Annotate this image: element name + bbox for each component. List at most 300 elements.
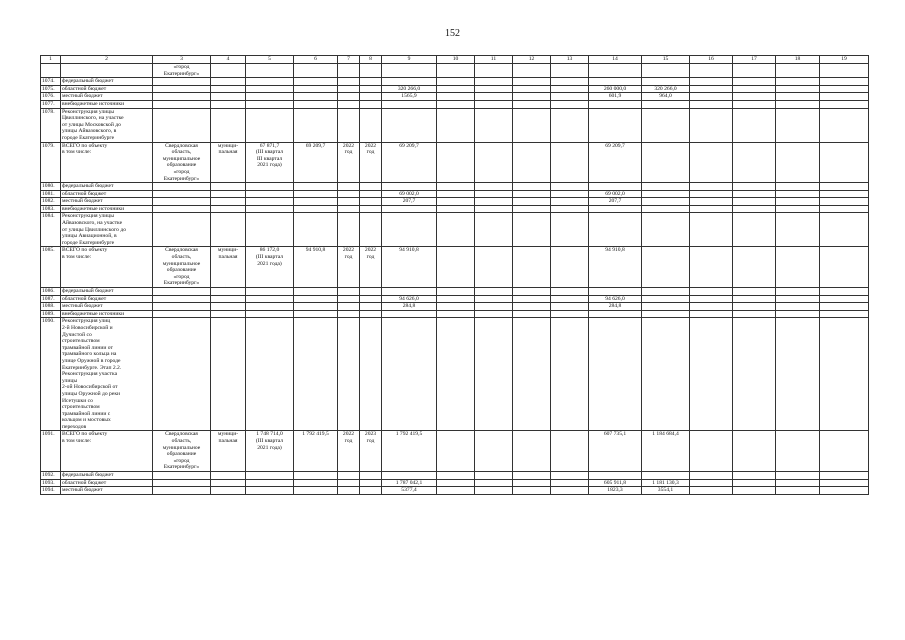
- table-cell: [437, 310, 475, 318]
- table-cell: [437, 247, 475, 288]
- table-cell: [437, 213, 475, 247]
- table-cell: [360, 64, 382, 78]
- table-cell: [513, 247, 551, 288]
- table-cell: [820, 487, 869, 495]
- table-cell: [437, 295, 475, 303]
- table-cell: [820, 431, 869, 472]
- table-cell: [820, 108, 869, 142]
- table-cell: [513, 310, 551, 318]
- table-cell: [642, 310, 690, 318]
- table-cell: [360, 190, 382, 198]
- table-cell: [475, 310, 513, 318]
- table-cell: [690, 108, 733, 142]
- table-cell: 207,7: [589, 198, 642, 206]
- table-cell: 5377,4: [382, 487, 437, 495]
- table-cell: Свердловская область, муниципальное образование «город Екатеринбург»: [153, 431, 211, 472]
- table-cell: [246, 205, 294, 213]
- table-cell: 1823,3: [589, 487, 642, 495]
- table-cell: 207,7: [382, 198, 437, 206]
- table-cell: [360, 295, 382, 303]
- table-header-row: [41, 56, 869, 64]
- column-header: 12: [513, 56, 551, 64]
- table-cell: [294, 108, 338, 142]
- table-cell: 69 002,0: [589, 190, 642, 198]
- table-cell: [338, 472, 360, 480]
- table-cell: [246, 318, 294, 431]
- table-cell: [589, 100, 642, 108]
- table-cell: [475, 295, 513, 303]
- table-row: [41, 183, 869, 191]
- table-cell: [211, 288, 246, 296]
- table-cell: [211, 93, 246, 101]
- table-cell: [338, 318, 360, 431]
- table-cell: [642, 303, 690, 311]
- table-cell: областной бюджет: [61, 295, 153, 303]
- table-cell: [642, 108, 690, 142]
- table-cell: муници- пальная: [211, 142, 246, 183]
- table-cell: [211, 100, 246, 108]
- table-cell: [551, 78, 589, 86]
- table-cell: 1 184 684,4: [642, 431, 690, 472]
- table-row: [41, 295, 869, 303]
- table-cell: [338, 479, 360, 487]
- row-number-cell: 1088.: [41, 303, 61, 311]
- table-cell: [360, 183, 382, 191]
- table-row: [41, 108, 869, 142]
- table-cell: [690, 190, 733, 198]
- row-number-cell: 1079.: [41, 142, 61, 183]
- column-header: 1: [41, 56, 61, 64]
- table-cell: [776, 213, 820, 247]
- table-cell: [382, 64, 437, 78]
- table-cell: [776, 247, 820, 288]
- table-cell: [437, 205, 475, 213]
- table-row: [41, 64, 869, 78]
- table-cell: 1 787 042,1: [382, 479, 437, 487]
- table-cell: [776, 100, 820, 108]
- table-cell: [820, 295, 869, 303]
- table-cell: [153, 108, 211, 142]
- table-cell: [153, 85, 211, 93]
- table-cell: 69 209,7: [382, 142, 437, 183]
- row-number-cell: 1085.: [41, 247, 61, 288]
- table-cell: [551, 213, 589, 247]
- table-cell: [338, 190, 360, 198]
- table-cell: [475, 303, 513, 311]
- table-cell: [642, 78, 690, 86]
- table-cell: 69 209,7: [589, 142, 642, 183]
- table-cell: [338, 198, 360, 206]
- table-cell: [589, 78, 642, 86]
- table-cell: 2022 год: [360, 142, 382, 183]
- table-cell: [513, 100, 551, 108]
- table-cell: [61, 64, 153, 78]
- table-cell: федеральный бюджет: [61, 78, 153, 86]
- table-cell: [513, 85, 551, 93]
- table-cell: [513, 472, 551, 480]
- table-cell: 964,0: [642, 93, 690, 101]
- table-cell: [475, 479, 513, 487]
- table-row: [41, 472, 869, 480]
- table-cell: 2022 год: [360, 247, 382, 288]
- table-cell: [294, 198, 338, 206]
- table-cell: областной бюджет: [61, 85, 153, 93]
- table-cell: [437, 183, 475, 191]
- table-cell: [360, 303, 382, 311]
- table-cell: Реконструкция улицы Айвазовского, на участке от улицы Цвиллинского до улицы Авиационной, в городе Екатеринбурге: [61, 213, 153, 247]
- table-cell: [294, 205, 338, 213]
- table-cell: [551, 190, 589, 198]
- row-number-cell: 1080.: [41, 183, 61, 191]
- table-cell: [733, 303, 776, 311]
- table-cell: [475, 487, 513, 495]
- table-cell: [246, 487, 294, 495]
- table-cell: 320 266,0: [642, 85, 690, 93]
- table-cell: Реконструкция улиц 2-й Новосибирской и Дучистой со строительством трамвайной линии от трамвайного кольца на улице Оружной в городе Екатеринбурге. Этап 2.2. Реконструкция участка улицы 2-ой Новосибирской от улицы Оружной до реки Исетушки со строительством трамвайной линии с кольцом и мостовых переходов: [61, 318, 153, 431]
- table-cell: [776, 108, 820, 142]
- table-cell: [437, 318, 475, 431]
- table-cell: [153, 288, 211, 296]
- table-cell: ВСЕГО по объекту в том числе:: [61, 247, 153, 288]
- table-cell: [776, 190, 820, 198]
- table-cell: 94 910,8: [589, 247, 642, 288]
- table-cell: [820, 310, 869, 318]
- table-cell: [551, 142, 589, 183]
- table-cell: [382, 310, 437, 318]
- table-cell: [513, 288, 551, 296]
- table-cell: [551, 472, 589, 480]
- table-cell: [551, 295, 589, 303]
- table-cell: [513, 190, 551, 198]
- table-cell: [513, 431, 551, 472]
- table-cell: [642, 247, 690, 288]
- column-header: 16: [690, 56, 733, 64]
- table-cell: [513, 198, 551, 206]
- table-cell: 94 910,8: [294, 247, 338, 288]
- row-number-cell: 1075.: [41, 85, 61, 93]
- table-cell: Свердловская область, муниципальное образование «город Екатеринбург»: [153, 247, 211, 288]
- table-cell: [589, 64, 642, 78]
- table-cell: [338, 487, 360, 495]
- table-cell: [153, 472, 211, 480]
- table-cell: 1 792 419,5: [294, 431, 338, 472]
- table-cell: [513, 205, 551, 213]
- table-cell: [437, 85, 475, 93]
- table-cell: [246, 108, 294, 142]
- table-cell: [437, 78, 475, 86]
- table-cell: [513, 487, 551, 495]
- row-number-cell: 1074.: [41, 78, 61, 86]
- table-cell: [211, 487, 246, 495]
- table-cell: [437, 190, 475, 198]
- table-cell: [294, 213, 338, 247]
- table-cell: [211, 78, 246, 86]
- table-cell: [338, 183, 360, 191]
- column-header: 5: [246, 56, 294, 64]
- table-cell: [294, 100, 338, 108]
- table-cell: [820, 85, 869, 93]
- table-cell: [294, 472, 338, 480]
- table-cell: 94 626,0: [589, 295, 642, 303]
- table-cell: [820, 183, 869, 191]
- table-cell: [733, 205, 776, 213]
- table-cell: 2023 год: [360, 431, 382, 472]
- table-cell: местный бюджет: [61, 93, 153, 101]
- table-cell: [733, 142, 776, 183]
- table-cell: местный бюджет: [61, 487, 153, 495]
- table-cell: [551, 310, 589, 318]
- table-cell: [733, 472, 776, 480]
- table-cell: [153, 183, 211, 191]
- table-cell: [642, 100, 690, 108]
- table-cell: [733, 198, 776, 206]
- column-header: 14: [589, 56, 642, 64]
- table-cell: [589, 472, 642, 480]
- table-cell: [776, 205, 820, 213]
- table-cell: 86 172,0 (III квартал 2021 года): [246, 247, 294, 288]
- table-cell: 320 266,0: [382, 85, 437, 93]
- table-cell: [338, 205, 360, 213]
- column-header: 13: [551, 56, 589, 64]
- table-cell: [153, 487, 211, 495]
- table-cell: [733, 318, 776, 431]
- table-row: [41, 479, 869, 487]
- table-cell: [437, 472, 475, 480]
- table-cell: [153, 213, 211, 247]
- table-cell: [776, 78, 820, 86]
- row-number-cell: 1083.: [41, 205, 61, 213]
- table-cell: [733, 108, 776, 142]
- row-number-cell: 1091.: [41, 431, 61, 472]
- table-cell: [733, 295, 776, 303]
- table-cell: [153, 190, 211, 198]
- table-cell: [437, 479, 475, 487]
- table-cell: [551, 85, 589, 93]
- table-cell: [382, 288, 437, 296]
- table-cell: [294, 487, 338, 495]
- table-cell: внебюджетные источники: [61, 310, 153, 318]
- table-cell: [642, 198, 690, 206]
- table-cell: [733, 78, 776, 86]
- table-cell: [360, 479, 382, 487]
- table-cell: [642, 142, 690, 183]
- table-cell: 2022 год: [338, 142, 360, 183]
- table-cell: [382, 108, 437, 142]
- table-cell: [733, 64, 776, 78]
- table-cell: [211, 303, 246, 311]
- table-cell: [360, 213, 382, 247]
- table-cell: [690, 288, 733, 296]
- table-cell: [360, 318, 382, 431]
- table-cell: 94 910,8: [382, 247, 437, 288]
- table-cell: [690, 310, 733, 318]
- table-cell: [820, 142, 869, 183]
- table-cell: [776, 431, 820, 472]
- table-cell: [475, 247, 513, 288]
- table-cell: [642, 295, 690, 303]
- table-cell: [513, 183, 551, 191]
- table-cell: [690, 198, 733, 206]
- table-cell: [294, 295, 338, 303]
- table-cell: [246, 93, 294, 101]
- table-cell: [551, 183, 589, 191]
- row-number-cell: 1090.: [41, 318, 61, 431]
- table-cell: [589, 205, 642, 213]
- table-cell: [360, 205, 382, 213]
- table-cell: [246, 64, 294, 78]
- table-cell: [211, 85, 246, 93]
- table-cell: [513, 318, 551, 431]
- table-cell: 260 000,0: [589, 85, 642, 93]
- table-row: [41, 310, 869, 318]
- table-cell: [246, 479, 294, 487]
- table-cell: [360, 93, 382, 101]
- table-cell: Реконструкция улицы Цвиллинского, на участке от улицы Московской до улицы Айвазовского, в городе Екатеринбурге: [61, 108, 153, 142]
- table-cell: [690, 205, 733, 213]
- table-cell: [338, 310, 360, 318]
- table-cell: [475, 205, 513, 213]
- table-cell: федеральный бюджет: [61, 183, 153, 191]
- table-cell: [589, 108, 642, 142]
- table-cell: [382, 100, 437, 108]
- table-cell: [475, 64, 513, 78]
- table-row: [41, 205, 869, 213]
- table-cell: [551, 100, 589, 108]
- table-cell: [246, 198, 294, 206]
- table-cell: [820, 93, 869, 101]
- table-row: [41, 190, 869, 198]
- table-row: [41, 85, 869, 93]
- table-cell: [820, 190, 869, 198]
- table-cell: [338, 108, 360, 142]
- table-cell: [776, 310, 820, 318]
- table-cell: [437, 198, 475, 206]
- table-cell: [820, 247, 869, 288]
- table-cell: [360, 310, 382, 318]
- table-row: [41, 100, 869, 108]
- table-cell: [437, 431, 475, 472]
- table-cell: [475, 190, 513, 198]
- table-cell: [551, 93, 589, 101]
- table-cell: [382, 213, 437, 247]
- table-cell: [733, 100, 776, 108]
- table-cell: [338, 78, 360, 86]
- table-cell: [294, 93, 338, 101]
- table-cell: муници- пальная: [211, 247, 246, 288]
- table-cell: [294, 190, 338, 198]
- column-header: 17: [733, 56, 776, 64]
- table-cell: [294, 78, 338, 86]
- table-cell: федеральный бюджет: [61, 472, 153, 480]
- column-header: 10: [437, 56, 475, 64]
- table-row: [41, 303, 869, 311]
- table-cell: [338, 85, 360, 93]
- table-cell: [437, 93, 475, 101]
- table-cell: федеральный бюджет: [61, 288, 153, 296]
- table-cell: местный бюджет: [61, 303, 153, 311]
- column-header: 4: [211, 56, 246, 64]
- table-cell: [642, 64, 690, 78]
- table-cell: [820, 472, 869, 480]
- table-cell: [820, 303, 869, 311]
- table-cell: [820, 64, 869, 78]
- table-cell: 94 626,0: [382, 295, 437, 303]
- table-cell: [382, 78, 437, 86]
- table-cell: [382, 472, 437, 480]
- table-cell: [733, 93, 776, 101]
- table-cell: [589, 288, 642, 296]
- table-cell: «город Екатеринбург»: [153, 64, 211, 78]
- table-cell: [211, 213, 246, 247]
- table-cell: муници- пальная: [211, 431, 246, 472]
- table-cell: 1 181 130,3: [642, 479, 690, 487]
- table-cell: [733, 431, 776, 472]
- table-cell: [820, 205, 869, 213]
- table-cell: [551, 198, 589, 206]
- table-cell: [642, 183, 690, 191]
- table-cell: [153, 100, 211, 108]
- table-cell: [513, 213, 551, 247]
- table-row: [41, 288, 869, 296]
- table-cell: 2022 год: [338, 247, 360, 288]
- table-cell: [360, 108, 382, 142]
- row-number-cell: 1084.: [41, 213, 61, 247]
- row-number-cell: [41, 64, 61, 78]
- table-cell: [642, 190, 690, 198]
- table-cell: [733, 190, 776, 198]
- table-cell: [733, 288, 776, 296]
- table-cell: [475, 108, 513, 142]
- table-cell: [246, 85, 294, 93]
- column-header: 18: [776, 56, 820, 64]
- table-cell: [820, 100, 869, 108]
- row-number-cell: 1094.: [41, 487, 61, 495]
- table-cell: ВСЕГО по объекту в том числе:: [61, 142, 153, 183]
- table-cell: 2022 год: [338, 431, 360, 472]
- table-cell: [776, 487, 820, 495]
- row-number-cell: 1089.: [41, 310, 61, 318]
- table-cell: [360, 288, 382, 296]
- table-cell: [294, 479, 338, 487]
- table-cell: [246, 303, 294, 311]
- table-cell: [690, 64, 733, 78]
- table-cell: [820, 288, 869, 296]
- table-cell: [776, 295, 820, 303]
- table-cell: внебюджетные источники: [61, 205, 153, 213]
- table-cell: 607 735,1: [589, 431, 642, 472]
- table-cell: [642, 213, 690, 247]
- table-cell: [382, 183, 437, 191]
- table-cell: [589, 318, 642, 431]
- table-cell: [338, 303, 360, 311]
- table-cell: [360, 198, 382, 206]
- table-cell: [733, 479, 776, 487]
- page-number: 152: [445, 28, 460, 39]
- table-cell: [294, 318, 338, 431]
- table-cell: [513, 78, 551, 86]
- column-header: 11: [475, 56, 513, 64]
- table-cell: Свердловская область, муниципальное образование «город Екатеринбург»: [153, 142, 211, 183]
- table-cell: 284,8: [589, 303, 642, 311]
- table-cell: [211, 318, 246, 431]
- table-cell: 3554,1: [642, 487, 690, 495]
- table-cell: [690, 472, 733, 480]
- table-cell: [475, 318, 513, 431]
- table-cell: 67 871,7 (III квартал III квартал 2021 года): [246, 142, 294, 183]
- table-cell: [246, 310, 294, 318]
- table-row: [41, 142, 869, 183]
- table-cell: [690, 431, 733, 472]
